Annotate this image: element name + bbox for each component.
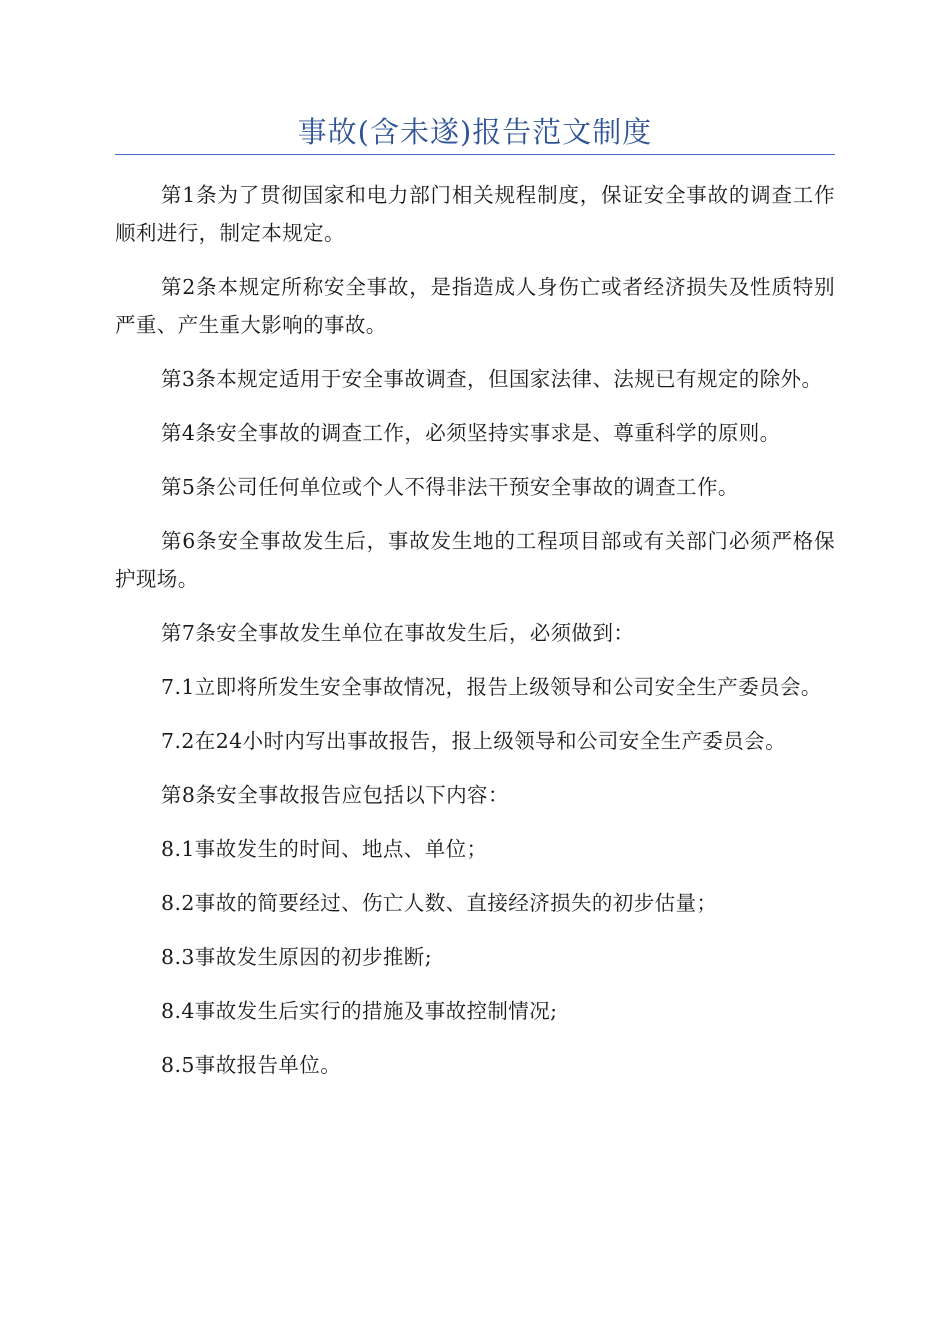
document-body — [115, 176, 835, 1100]
article-8-5: 8.5事故报告单位。 — [161, 1053, 342, 1077]
document-title: 事故(含未遂)报告范文制度 — [297, 115, 653, 149]
article-6: 第6条安全事故发生后，事故发生地的工程项目部或有关部门必须严格保护现场。 — [115, 529, 835, 591]
article-7-2: 7.2在24小时内写出事故报告，报上级领导和公司安全生产委员会。 — [161, 729, 786, 753]
article-2: 第2条本规定所称安全事故，是指造成人身伤亡或者经济损失及性质特别严重、产生重大影响的事故。 — [115, 275, 835, 337]
article-8: 第8条安全事故报告应包括以下内容： — [161, 783, 509, 807]
article-8-3: 8.3事故发生原因的初步推断; — [161, 945, 433, 969]
article-7: 第7条安全事故发生单位在事故发生后，必须做到： — [161, 621, 635, 645]
article-4: 第4条安全事故的调查工作，必须坚持实事求是、尊重科学的原则。 — [161, 421, 781, 445]
article-8-2: 8.2事故的简要经过、伤亡人数、直接经济损失的初步估量； — [161, 891, 718, 915]
article-8-1: 8.1事故发生的时间、地点、单位； — [161, 837, 488, 861]
article-3: 第3条本规定适用于安全事故调查，但国家法律、法规已有规定的除外。 — [161, 367, 823, 391]
article-7-1: 7.1立即将所发生安全事故情况，报告上级领导和公司安全生产委员会。 — [161, 675, 822, 699]
article-1: 第1条为了贯彻国家和电力部门相关规程制度，保证安全事故的调查工作顺利进行，制定本规定。 — [115, 183, 835, 245]
article-8-4: 8.4事故发生后实行的措施及事故控制情况; — [161, 999, 558, 1023]
title-underline — [115, 154, 835, 155]
article-5: 第5条公司任何单位或个人不得非法干预安全事故的调查工作。 — [161, 475, 739, 499]
